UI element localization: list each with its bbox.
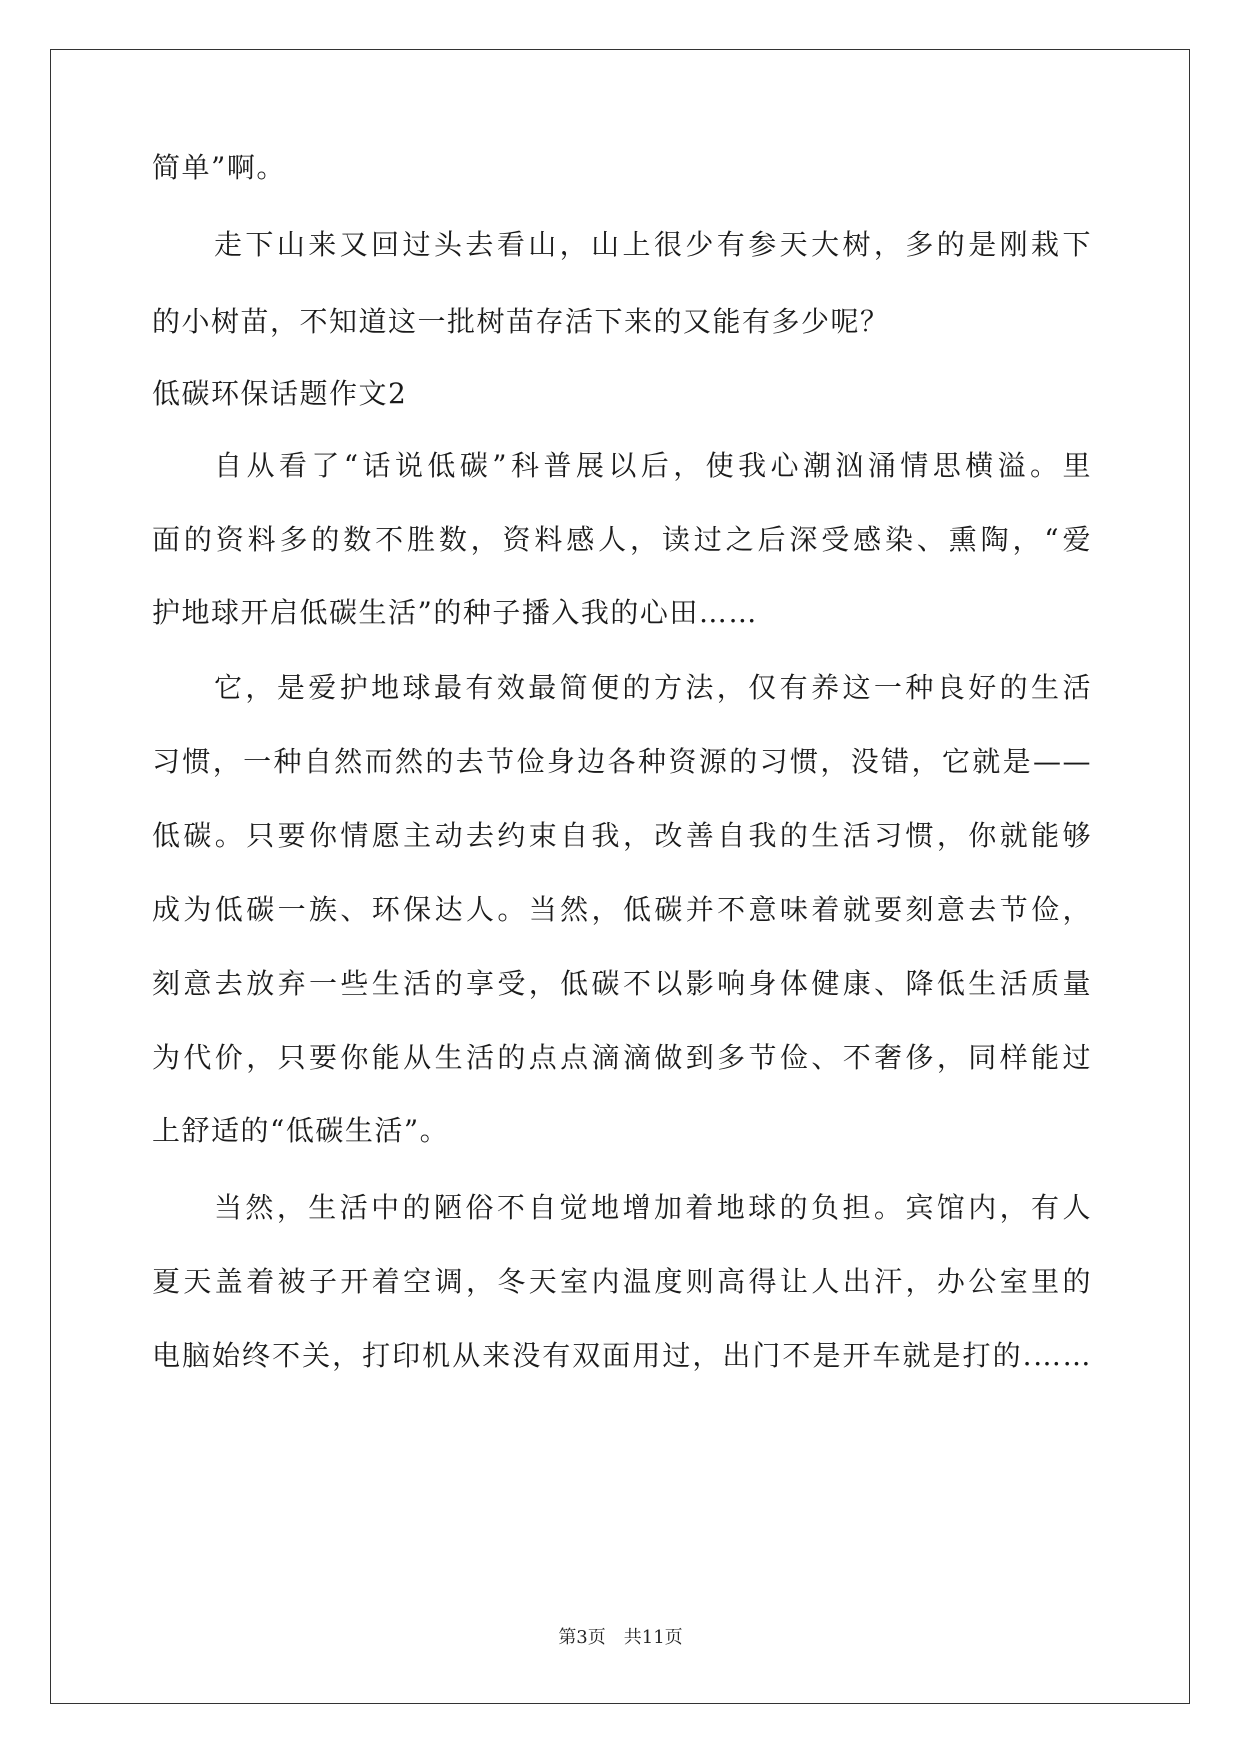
text-line: 低碳。只要你情愿主动去约束自我，改善自我的生活习惯，你就能够 [152, 819, 1092, 852]
text-line: 的小树苗，不知道这一批树苗存活下来的又能有多少呢？ [152, 305, 890, 338]
text-line: 护地球开启低碳生活”的种子播入我的心田…… [152, 596, 758, 629]
section-heading: 低碳环保话题作文2 [152, 377, 408, 410]
text-line: 它，是爱护地球最有效最简便的方法，仅有养这一种良好的生活 [214, 671, 1092, 704]
text-line: 习惯，一种自然而然的去节俭身边各种资源的习惯，没错，它就是—— [152, 745, 1092, 778]
text-line: 上舒适的“低碳生活”。 [152, 1114, 450, 1147]
text-line: 电脑始终不关，打印机从来没有双面用过，出门不是开车就是打的.…… [152, 1339, 1092, 1372]
text-line: 面的资料多的数不胜数，资料感人，读过之后深受感染、熏陶，“爱 [152, 523, 1092, 556]
page-border [50, 49, 1190, 1704]
text-line: 当然，生活中的陋俗不自觉地增加着地球的负担。宾馆内，有人 [214, 1191, 1092, 1224]
page-number-footer: 第3页 共11页 [558, 1627, 683, 1648]
text-line: 走下山来又回过头去看山，山上很少有参天大树，多的是刚栽下 [214, 228, 1092, 261]
text-line: 成为低碳一族、环保达人。当然，低碳并不意味着就要刻意去节俭， [152, 893, 1092, 926]
text-line: 自从看了“话说低碳”科普展以后，使我心潮汹涌情思横溢。里 [214, 449, 1092, 482]
text-line: 为代价，只要你能从生活的点点滴滴做到多节俭、不奢侈，同样能过 [152, 1041, 1092, 1074]
text-line: 刻意去放弃一些生活的享受，低碳不以影响身体健康、降低生活质量 [152, 967, 1092, 1000]
text-line: 简单”啊。 [152, 151, 286, 184]
text-line: 夏天盖着被子开着空调，冬天室内温度则高得让人出汗，办公室里的 [152, 1265, 1092, 1298]
